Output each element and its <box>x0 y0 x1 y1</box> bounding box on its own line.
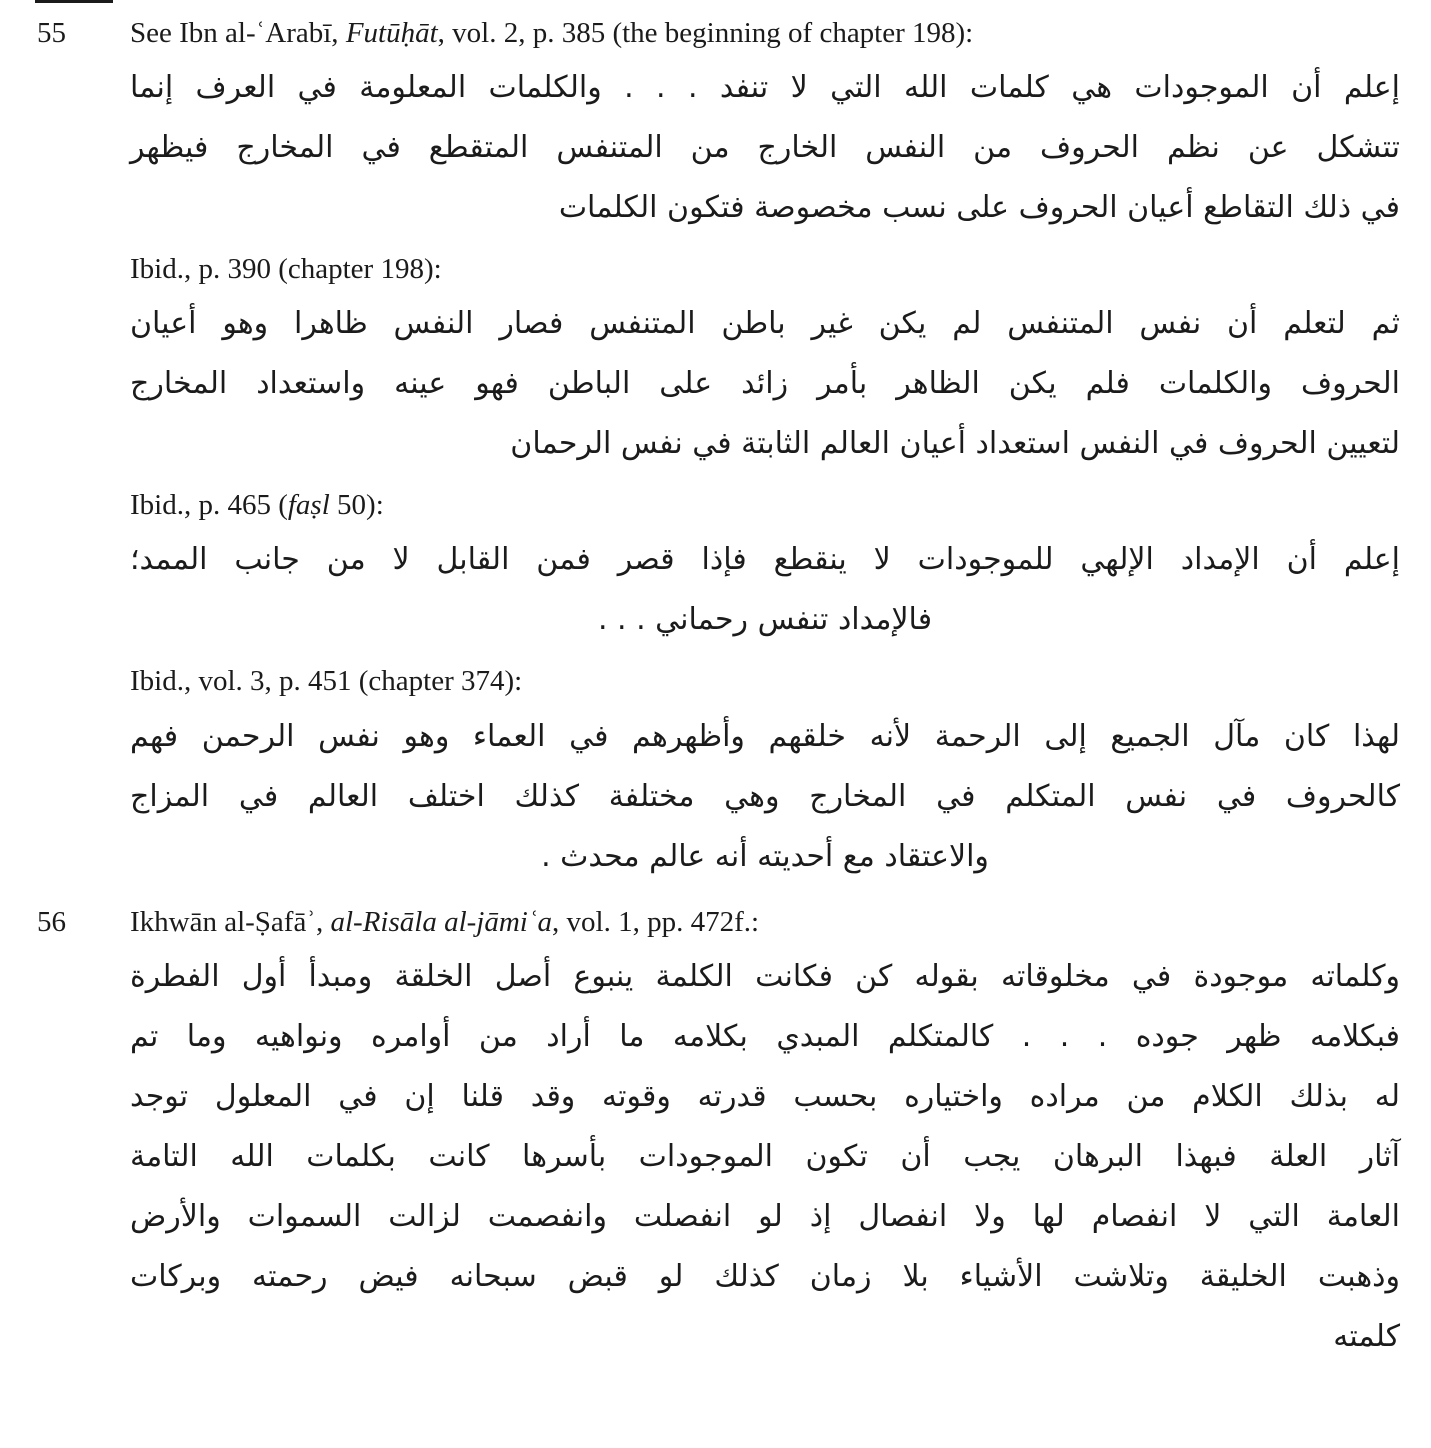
arabic-quote-line: آثار العلة فبهذا البرهان يجب أن تكون الموجودات بأسرها كانت بكلمات الله التامة <box>130 1138 1400 1174</box>
citation-prefix: See Ibn al-ʿArabī, <box>130 17 346 49</box>
arabic-quote-line: وذهبت الخليقة وتلاشت الأشياء بلا زمان كذلك لو قبض سبحانه فيض رحمته وبركات <box>130 1258 1400 1294</box>
arabic-quote-block <box>130 530 1400 650</box>
citation-line <box>130 903 1400 942</box>
footnote-content <box>130 903 1400 1379</box>
arabic-quote-line: إعلم أن الموجودات هي كلمات الله التي لا تنفد . . . والكلمات المعلومة في العرف إنما <box>130 70 1400 106</box>
citation-suffix: , vol. 1, pp. 472f.: <box>552 905 760 938</box>
arabic-quote-line: تتشكل عن نظم الحروف من النفس الخارج من المتنفس المتقطع في المخارج فيظهر <box>130 130 1400 166</box>
arabic-quote-line: ثم لتعلم أن نفس المتنفس لم يكن غير باطن المتنفس فصار النفس ظاهرا وهو أعيان <box>130 306 1400 342</box>
citation-italic-title: Futūḥāt <box>345 17 438 49</box>
citation-line <box>130 662 1400 701</box>
citation-line <box>130 14 1400 53</box>
arabic-quote-block <box>130 294 1400 474</box>
arabic-quote-line: لتعيين الحروف في النفس استعداد أعيان العالم الثابتة في نفس الرحمان <box>510 426 1400 462</box>
arabic-quote-line: له بذلك الكلام من مراده واختياره بحسب قدرته وقوته وقد قلنا إن في المعلول توجد <box>130 1078 1400 1114</box>
arabic-quote-block <box>130 947 1400 1367</box>
arabic-quote-line: لهذا كان مآل الجميع إلى الرحمة لأنه خلقهم وأظهرهم في العماء وهو نفس الرحمن فهم <box>130 718 1400 754</box>
arabic-quote-line: في ذلك التقاطع أعيان الحروف على نسب مخصوصة فتكون الكلمات <box>558 190 1400 226</box>
arabic-quote-line: إعلم أن الإمداد الإلهي للموجودات لا ينقطع فإذا قصر فمن القابل لا من جانب الممد؛ <box>130 542 1400 578</box>
citation-italic-title: al-Risāla al-jāmiʿa <box>330 905 553 938</box>
footnote-number: 56 <box>37 905 66 938</box>
arabic-quote-block <box>130 707 1400 887</box>
arabic-quote-line: كالحروف في نفس المتكلم في المخارج وهي مختلفة كذلك اختلف العالم في المزاج <box>130 778 1400 814</box>
arabic-quote-line: العامة التي لا انفصام لها ولا انفصال إذ لو انفصلت وانفصمت لزالت السموات والأرض <box>130 1198 1400 1234</box>
citation-line <box>130 486 1400 525</box>
arabic-quote-line: وكلماته موجودة في مخلوقاته بقوله كن فكانت الكلمة ينبوع أصل الخلقة ومبدأ أول الفطرة <box>130 958 1400 994</box>
footnote-55 <box>37 14 1400 899</box>
arabic-quote-line: الحروف والكلمات فلم يكن الظاهر بأمر زائد على الباطن فهو عينه واستعداد المخارج <box>130 366 1400 402</box>
arabic-quote-block <box>130 58 1400 238</box>
footnote-56 <box>37 903 1400 1379</box>
citation-prefix: Ikhwān al-Ṣafāʾ, <box>130 905 331 938</box>
citation-suffix: 50): <box>329 489 384 522</box>
arabic-quote-line: فالإمداد تنفس رحماني . . . <box>597 602 933 638</box>
citation-prefix: Ibid., p. 390 (chapter 198): <box>130 253 442 286</box>
footnote-separator-rule <box>35 0 113 3</box>
footnote-number: 55 <box>37 17 66 49</box>
citation-line <box>130 250 1400 289</box>
citation-suffix: , vol. 2, p. 385 (the beginning of chapter 198): <box>437 17 974 49</box>
citation-italic-title: faṣl <box>287 489 330 522</box>
arabic-quote-line: فبكلامه ظهر جوده . . . كالمتكلم المبدي بكلامه ما أراد من أوامره ونواهيه وما تم <box>130 1018 1400 1054</box>
citation-prefix: Ibid., vol. 3, p. 451 (chapter 374): <box>130 665 523 698</box>
citation-prefix: Ibid., p. 465 ( <box>130 489 288 522</box>
arabic-quote-line: كلمته <box>1333 1318 1400 1354</box>
arabic-quote-line: والاعتقاد مع أحديته أنه عالم محدث . <box>541 838 989 874</box>
footnote-content <box>130 14 1400 899</box>
